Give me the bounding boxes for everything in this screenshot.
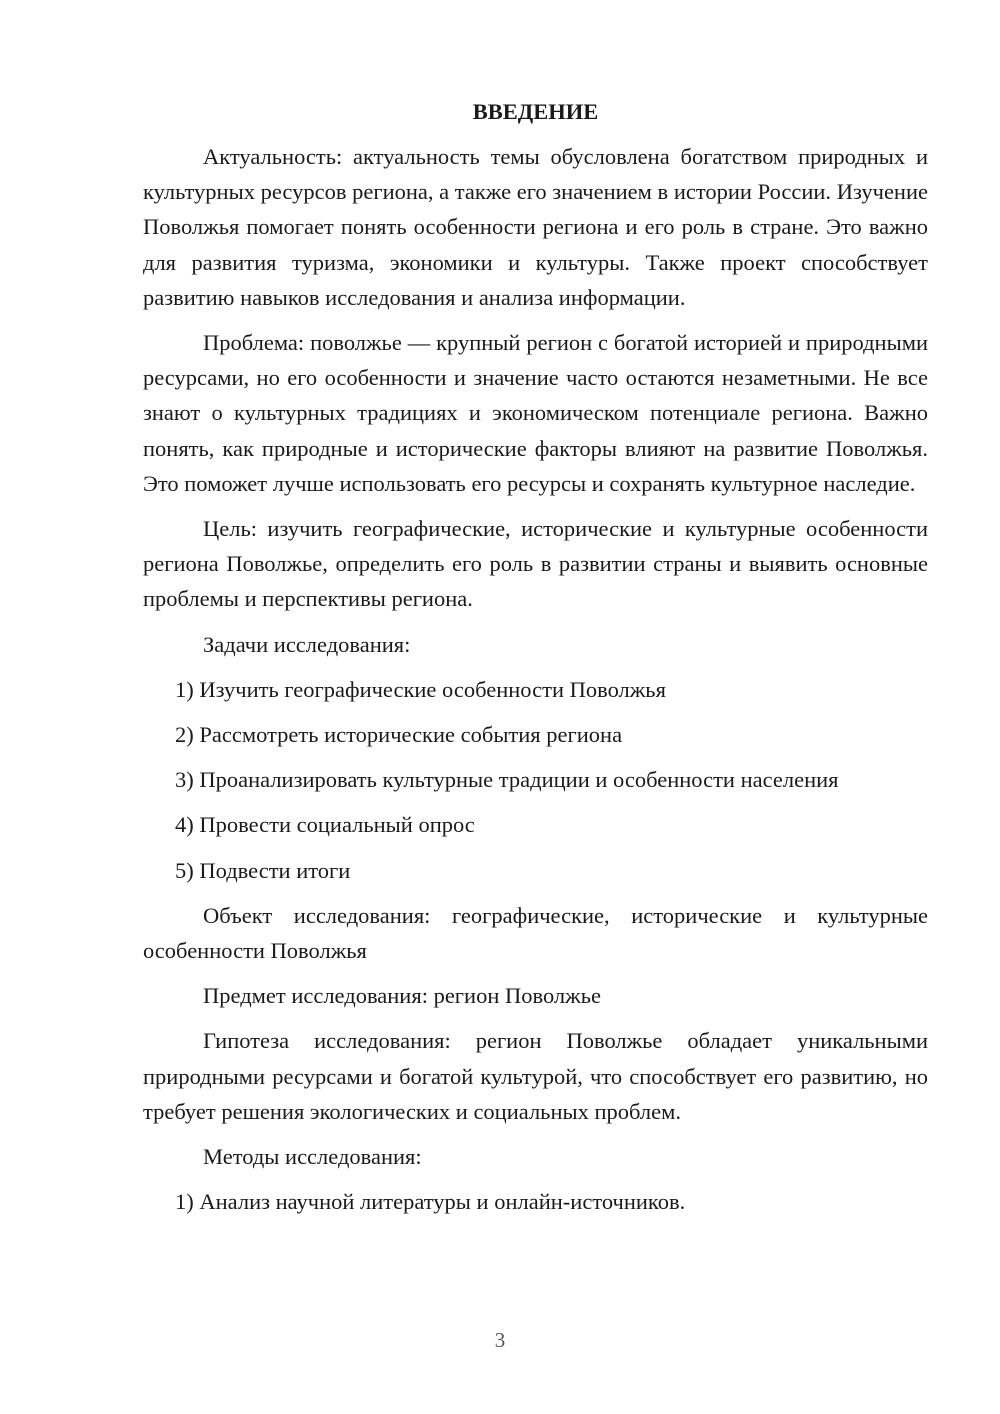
methods-list	[143, 1184, 928, 1219]
hypothesis-paragraph: Гипотеза исследования: регион Поволжье обладает уникальными природными ресурсами и богатой культурой, что способствует его развитию, но требует решения экологических и социальных проблем.	[143, 1028, 928, 1124]
goal-paragraph: Цель: изучить географические, исторические и культурные особенности региона Поволжье, определить его роль в развитии страны и выявить основные проблемы и перспективы региона.	[143, 516, 928, 612]
list-item: 5) Подвести итоги	[175, 857, 351, 883]
page-number: 3	[494, 1328, 506, 1352]
subject-paragraph: Предмет исследования: регион Поволжье	[203, 983, 601, 1009]
problem-paragraph: Проблема: поволжье — крупный регион с богатой историей и природными ресурсами, но его особенности и значение часто остаются незаметными. Не все знают о культурных традициях и экономическом потенциале региона. Важно понять, как природные и исторические факторы влияют на развитие Поволжья. Это поможет лучше использовать его ресурсы и сохранять культурное наследие.	[143, 330, 928, 496]
list-item: 1) Анализ научной литературы и онлайн-источников.	[175, 1189, 686, 1215]
tasks-heading: Задачи исследования:	[203, 631, 411, 657]
methods-heading: Методы исследования:	[203, 1144, 422, 1170]
list-item: 2) Рассмотреть исторические события региона	[175, 722, 623, 748]
list-item: 1) Изучить географические особенности Поволжья	[175, 676, 666, 702]
tasks-list	[143, 672, 928, 888]
list-item: 4) Провести социальный опрос	[175, 812, 475, 838]
object-paragraph: Объект исследования: географические, исторические и культурные особенности Поволжья	[143, 902, 928, 964]
relevance-paragraph: Актуальность: актуальность темы обусловлена богатством природных и культурных ресурсов региона, а также его значением в истории России. Изучение Поволжья помогает понять особенности региона и его роль в стране. Это важно для развития туризма, экономики и культуры. Также проект способствует развитию навыков исследования и анализа информации.	[143, 144, 928, 310]
section-title: ВВЕДЕНИЕ	[472, 99, 599, 124]
list-item: 3) Проанализировать культурные традиции и особенности населения	[175, 767, 839, 793]
page-content	[143, 94, 928, 1229]
